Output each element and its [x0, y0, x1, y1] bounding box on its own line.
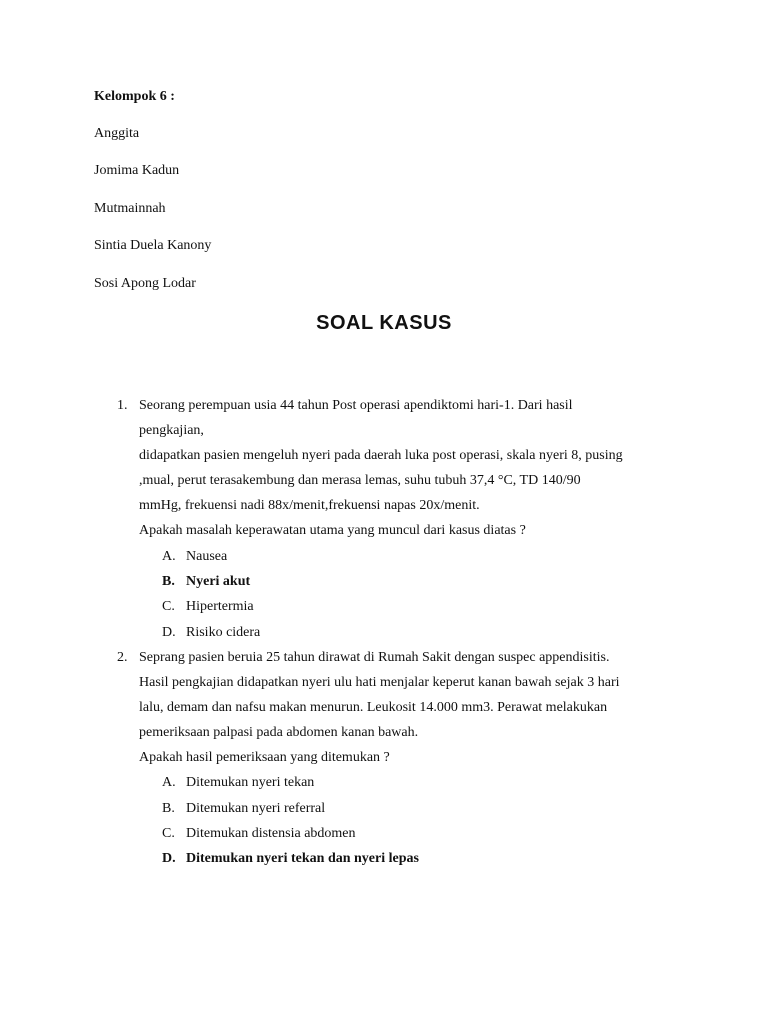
option-letter-answer: D.	[162, 851, 176, 866]
option-letter: D.	[162, 625, 176, 640]
option-text: Ditemukan nyeri tekan	[186, 775, 315, 790]
option-letter: B.	[162, 801, 175, 816]
question-text-line: pemeriksaan palpasi pada abdomen kanan bawah.	[139, 725, 419, 740]
page-title: SOAL KASUS	[316, 312, 452, 334]
group-label: Kelompok 6 :	[94, 89, 175, 104]
option-letter: C.	[162, 826, 175, 841]
question-text-line: mmHg, frekuensi nadi 88x/menit,frekuensi napas 20x/menit.	[139, 498, 480, 513]
question-text-line: didapatkan pasien mengeluh nyeri pada daerah luka post operasi, skala nyeri 8, pusing	[139, 448, 623, 463]
question-text-line: pengkajian,	[139, 423, 204, 438]
question-text-line: Hasil pengkajian didapatkan nyeri ulu hati menjalar keperut kanan bawah sejak 3 hari	[139, 675, 620, 690]
group-member: Mutmainnah	[94, 201, 166, 216]
option-letter: A.	[162, 775, 176, 790]
option-text: Risiko cidera	[186, 625, 261, 640]
question-text-line: ,mual, perut terasakembung dan merasa lemas, suhu tubuh 37,4 °C, TD 140/90	[139, 473, 581, 488]
option-letter: A.	[162, 549, 176, 564]
question-number: 2.	[117, 650, 128, 665]
group-member: Jomima Kadun	[94, 163, 180, 178]
option-text-answer: Ditemukan nyeri tekan dan nyeri lepas	[186, 851, 419, 866]
question-prompt: Apakah hasil pemeriksaan yang ditemukan ?	[139, 750, 390, 765]
group-member: Sosi Apong Lodar	[94, 276, 196, 291]
option-text: Ditemukan distensia abdomen	[186, 826, 356, 841]
question-text-line: Seorang perempuan usia 44 tahun Post operasi apendiktomi hari-1. Dari hasil	[139, 398, 573, 413]
group-member: Anggita	[94, 126, 140, 141]
question-prompt: Apakah masalah keperawatan utama yang muncul dari kasus diatas ?	[139, 523, 526, 538]
option-text: Hipertermia	[186, 599, 254, 614]
group-member: Sintia Duela Kanony	[94, 238, 212, 253]
option-letter: C.	[162, 599, 175, 614]
option-text: Ditemukan nyeri referral	[186, 801, 326, 816]
question-text-line: Seprang pasien beruia 25 tahun dirawat di Rumah Sakit dengan suspec appendisitis.	[139, 650, 610, 665]
question-number: 1.	[117, 398, 128, 413]
option-letter-answer: B.	[162, 574, 175, 589]
option-text: Nausea	[186, 549, 228, 564]
option-text-answer: Nyeri akut	[186, 574, 251, 589]
question-text-line: lalu, demam dan nafsu makan menurun. Leukosit 14.000 mm3. Perawat melakukan	[139, 700, 608, 715]
